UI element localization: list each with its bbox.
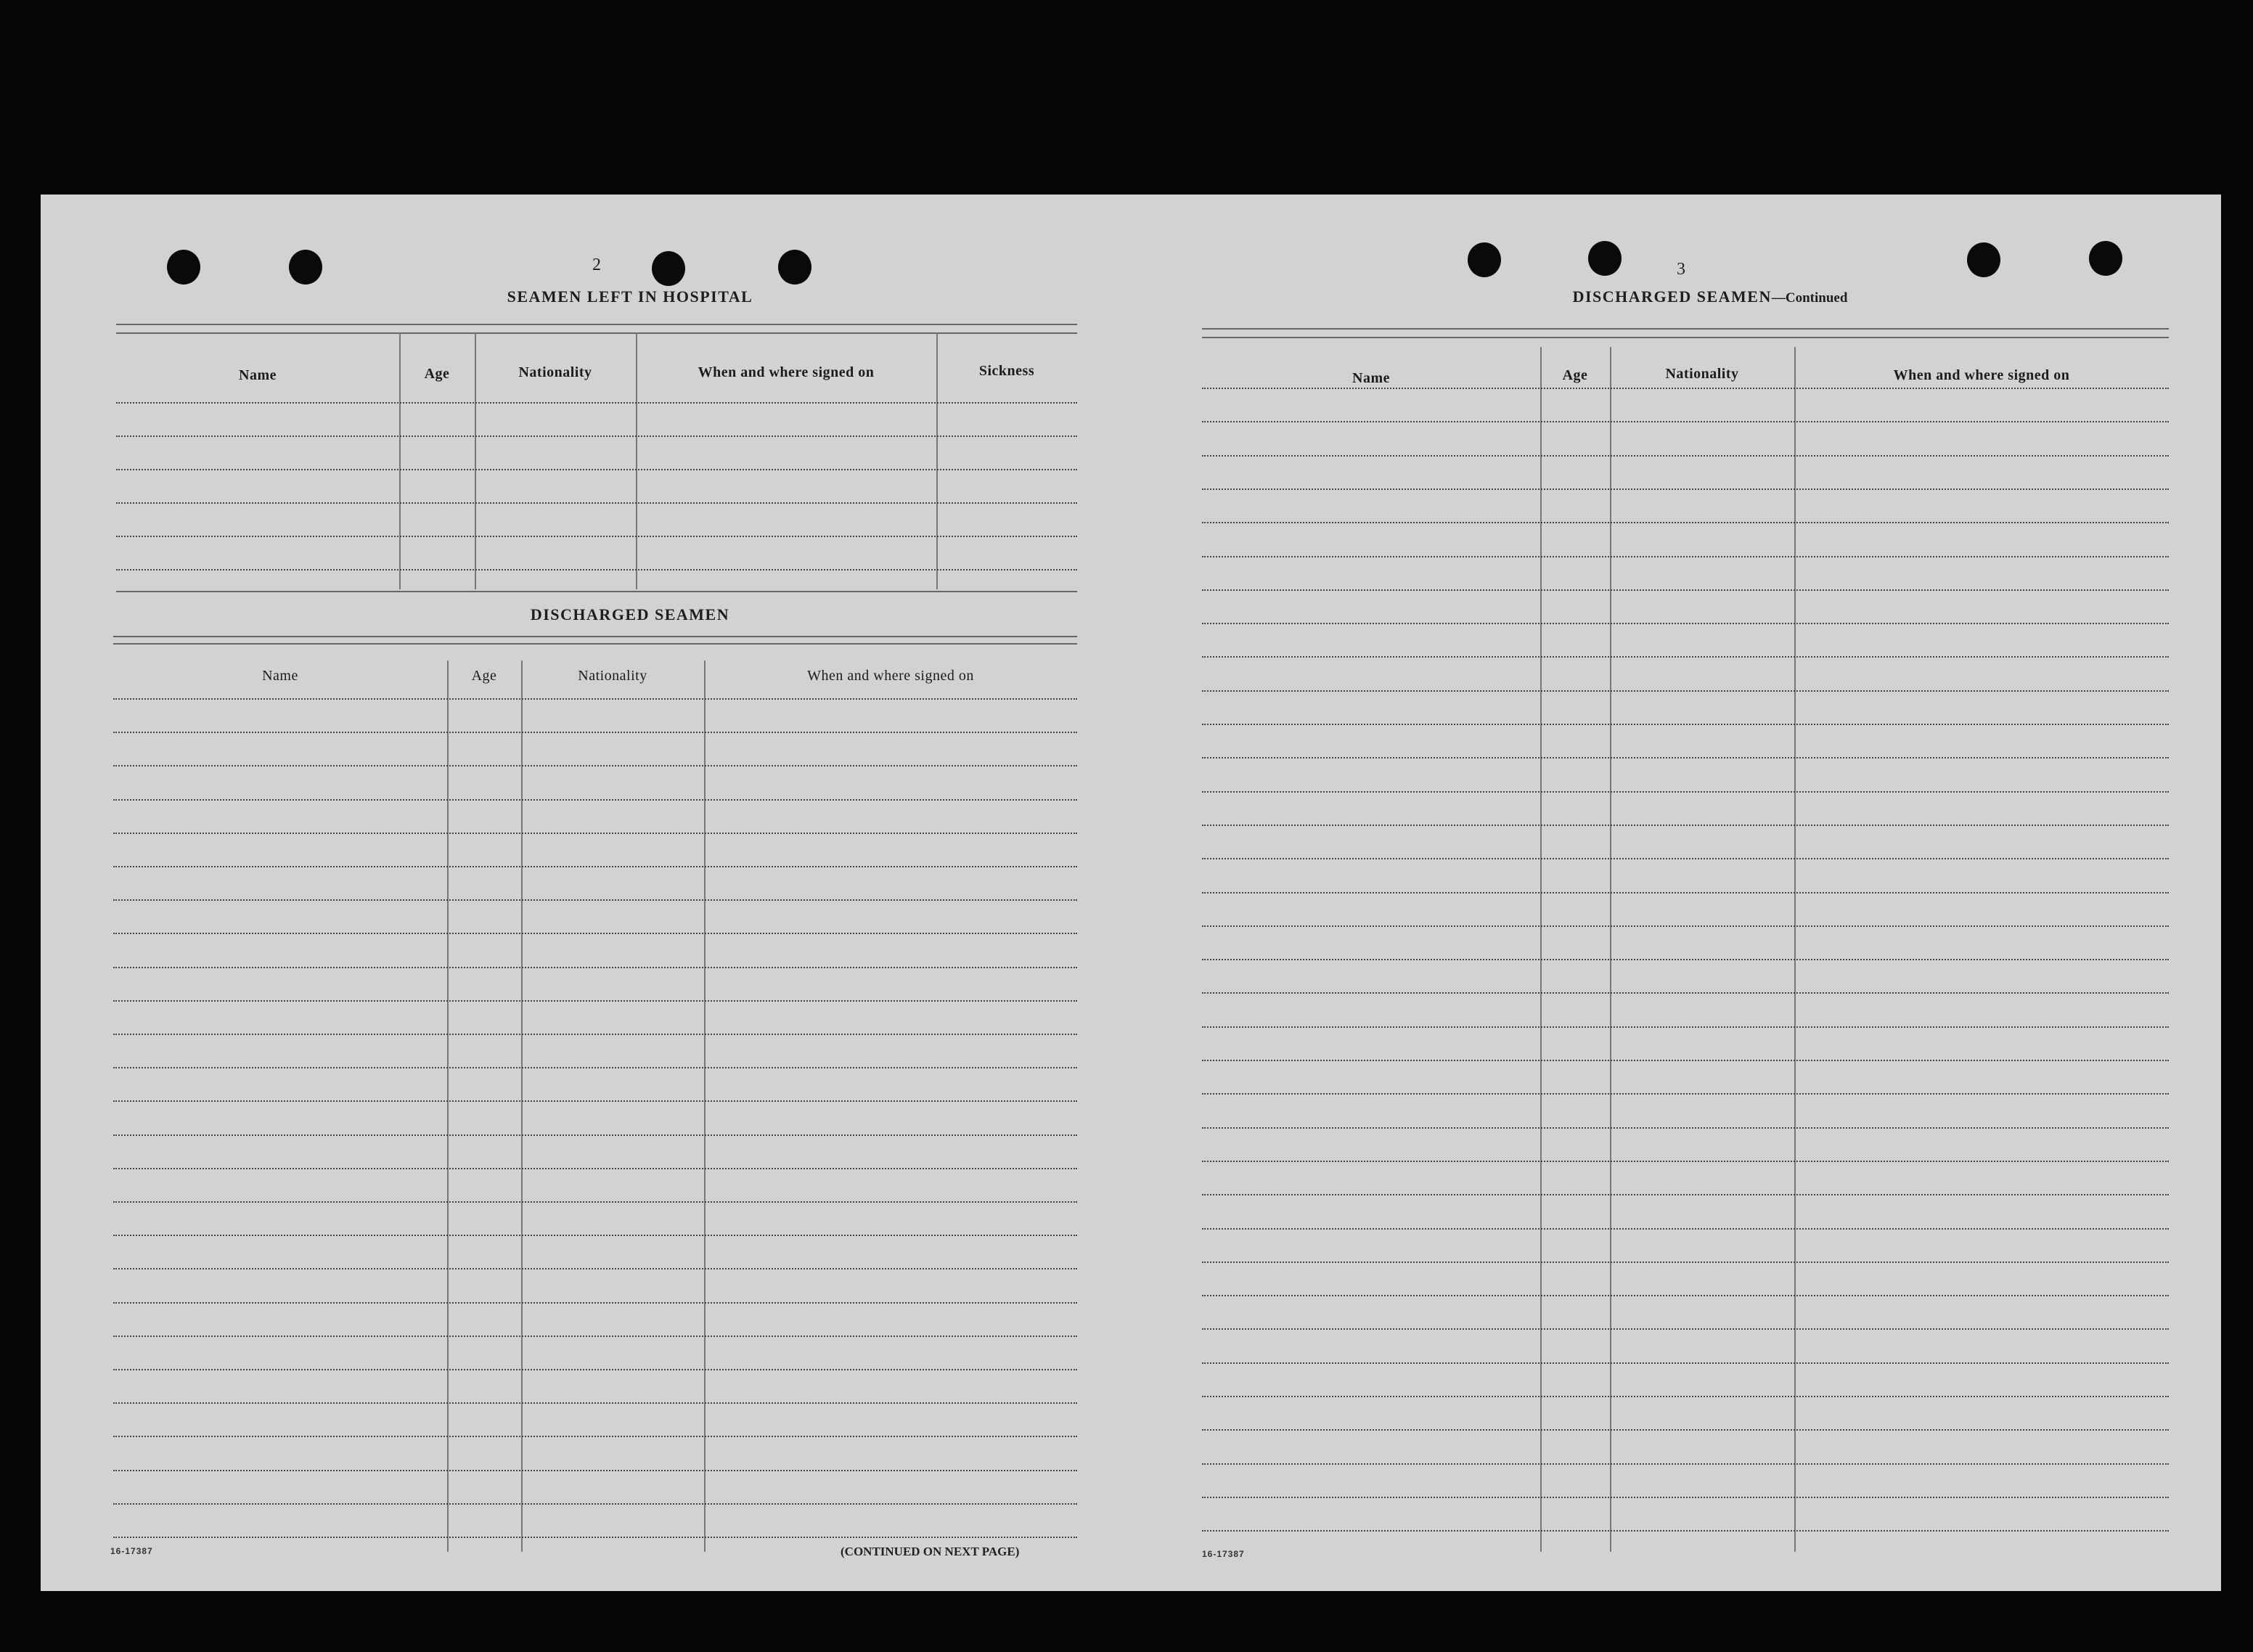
blank-row-line (1202, 1093, 2169, 1095)
blank-row-line (1202, 1396, 2169, 1397)
blank-row-line (113, 1402, 1077, 1404)
blank-row-line (113, 1134, 1077, 1136)
blank-row-line (1202, 1026, 2169, 1028)
blank-row-line (113, 1369, 1077, 1370)
col-header-name: Name (1352, 370, 1390, 386)
blank-row-line (1202, 589, 2169, 591)
blank-row-line (1202, 959, 2169, 960)
blank-row-line (116, 469, 1077, 470)
bottom-rule (116, 591, 1077, 592)
blank-row-line (1202, 623, 2169, 624)
blank-row-line (1202, 421, 2169, 422)
column-divider (704, 661, 706, 1552)
blank-row-line (113, 1100, 1077, 1102)
col-header-nationality: Nationality (1665, 366, 1739, 382)
blank-row-line (1202, 1429, 2169, 1431)
blank-row-line (1202, 825, 2169, 826)
blank-row-line (1202, 791, 2169, 793)
col-header-signed-on: When and where signed on (807, 668, 974, 684)
blank-row-line (113, 732, 1077, 733)
continued-note: (CONTINUED ON NEXT PAGE) (841, 1545, 1020, 1558)
blank-row-line (113, 698, 1077, 700)
punch-hole-4 (778, 250, 811, 285)
blank-row-line (113, 1470, 1077, 1471)
col-header-name: Name (239, 367, 277, 383)
blank-row-line (113, 967, 1077, 968)
form-code-right: 16-17387 (1202, 1549, 1245, 1559)
column-divider (475, 332, 476, 589)
blank-row-line (116, 502, 1077, 504)
punch-hole-5 (1468, 242, 1501, 277)
blank-row-line (113, 1302, 1077, 1304)
punch-hole-7 (1967, 242, 2000, 277)
col-header-name: Name (262, 668, 298, 684)
blank-row-line (1202, 1194, 2169, 1195)
blank-row-line (1202, 1362, 2169, 1364)
blank-row-line (113, 1034, 1077, 1035)
blank-row-line (116, 402, 1077, 404)
column-divider (1794, 347, 1796, 1552)
blank-row-line (1202, 1497, 2169, 1498)
blank-row-line (116, 436, 1077, 437)
header-rule (113, 636, 1077, 637)
col-header-signed-on: When and where signed on (1893, 367, 2070, 383)
column-divider (399, 332, 401, 589)
col-header-age: Age (471, 668, 497, 684)
blank-row-line (1202, 1228, 2169, 1230)
blank-row-line (113, 866, 1077, 867)
blank-row-line (1202, 488, 2169, 490)
header-rule (1202, 328, 2169, 330)
blank-row-line (1202, 556, 2169, 557)
column-divider (936, 332, 938, 589)
blank-row-line (1202, 892, 2169, 894)
blank-row-line (113, 1268, 1077, 1269)
blank-row-line (1202, 1328, 2169, 1330)
blank-row-line (113, 1336, 1077, 1337)
blank-row-line (116, 569, 1077, 571)
blank-row-line (113, 1168, 1077, 1169)
form-code-left: 16-17387 (110, 1546, 153, 1556)
col-header-age: Age (424, 366, 450, 382)
page-number-left: 2 (592, 255, 601, 274)
header-rule (1202, 337, 2169, 338)
punch-hole-8 (2089, 241, 2122, 276)
col-header-signed-on: When and where signed on (698, 364, 875, 380)
blank-row-line (1202, 724, 2169, 725)
blank-row-line (113, 899, 1077, 901)
blank-row-line (113, 833, 1077, 834)
col-header-nationality: Nationality (518, 364, 592, 380)
header-rule (116, 324, 1077, 325)
header-rule (113, 643, 1077, 645)
blank-row-line (1202, 992, 2169, 994)
column-divider (447, 661, 449, 1552)
blank-row-line (1202, 656, 2169, 658)
blank-row-line (1202, 1262, 2169, 1263)
header-rule (116, 332, 1077, 334)
blank-row-line (1202, 690, 2169, 692)
blank-row-line (1202, 1530, 2169, 1532)
punch-hole-3 (652, 251, 685, 286)
hospital-section-title: SEAMEN LEFT IN HOSPITAL (507, 287, 753, 306)
title-suffix: —Continued (1771, 290, 1848, 306)
blank-row-line (113, 1201, 1077, 1203)
col-header-age: Age (1562, 367, 1588, 383)
blank-row-line (1202, 1060, 2169, 1061)
col-header-sickness: Sickness (978, 363, 1035, 379)
blank-row-line (1202, 858, 2169, 859)
ledger-sheet (41, 195, 2221, 1591)
column-divider (521, 661, 523, 1552)
blank-row-line (113, 1067, 1077, 1068)
blank-row-line (113, 799, 1077, 801)
page-number-right: 3 (1677, 260, 1685, 279)
blank-row-line (1202, 388, 2169, 389)
blank-row-line (113, 1000, 1077, 1002)
blank-row-line (113, 1235, 1077, 1236)
blank-row-line (113, 933, 1077, 934)
discharged-continued-title (1420, 287, 2000, 306)
discharged-table-left (113, 636, 1077, 1552)
blank-row-line (1202, 455, 2169, 457)
blank-row-line (1202, 1463, 2169, 1465)
blank-row-line (116, 536, 1077, 537)
blank-row-line (1202, 1161, 2169, 1162)
blank-row-line (1202, 1295, 2169, 1296)
hospital-table (116, 318, 1077, 598)
blank-row-line (113, 1503, 1077, 1505)
blank-row-line (113, 1537, 1077, 1538)
discharged-section-title: DISCHARGED SEAMEN (530, 605, 730, 623)
col-header-nationality: Nationality (578, 668, 647, 684)
punch-hole-1 (167, 250, 200, 285)
punch-hole-2 (289, 250, 322, 285)
punch-hole-6 (1588, 241, 1622, 276)
title-main: DISCHARGED SEAMEN (1572, 287, 1772, 306)
discharged-table-right (1202, 325, 2169, 1553)
blank-row-line (1202, 522, 2169, 523)
blank-row-line (113, 765, 1077, 766)
blank-row-line (113, 1436, 1077, 1437)
column-divider (1610, 347, 1611, 1552)
blank-row-line (1202, 757, 2169, 758)
blank-row-line (1202, 925, 2169, 927)
column-divider (636, 332, 637, 589)
column-divider (1540, 347, 1542, 1552)
blank-row-line (1202, 1127, 2169, 1129)
